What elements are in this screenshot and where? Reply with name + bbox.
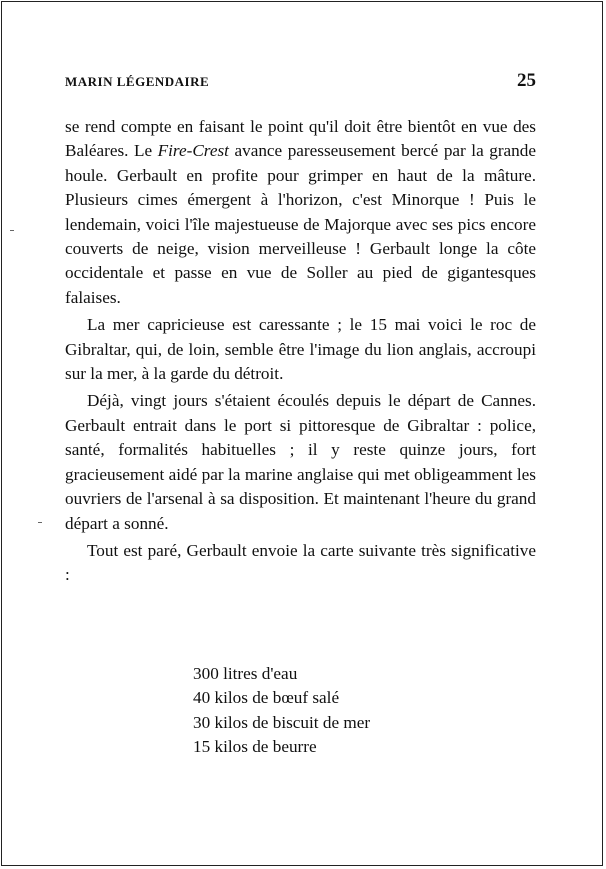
list-item: 30 kilos de biscuit de mer [193,712,371,732]
list-item: 300 litres d'eau [193,664,298,683]
supply-list [193,662,370,760]
scan-mark [38,522,42,523]
paragraph: Tout est paré, Gerbault envoie la carte suivante très significative : [65,540,536,585]
scan-mark [10,230,14,231]
page-number: 25 [517,70,536,91]
list-item: 40 kilos de bœuf salé [193,688,340,708]
paragraph: La mer capricieuse est caressante ; le 15 mai voici le roc de Gibraltar, qui, de loin, semble être l'image du lion anglais, accroupi sur la mer, à la garde du détroit. [65,315,536,384]
paragraph: Déjà, vingt jours s'étaient écoulés depuis le départ de Cannes. Gerbault entrait dans le port si pittoresque de Gibraltar : police, santé, formalités habituelles ; il y reste quinze jours, fort gracieusement aidé par la marine anglaise qui met obligeamment les ouvriers de l'arsenal à sa disposition. Et maintenant l'heure du grand départ a sonné. [65,391,536,533]
running-title: MARIN LÉGENDAIRE [65,74,210,89]
paragraph: se rend compte en faisant le point qu'il doit être bientôt en vue des Baléares. Le Fire-Crest avance paresseusement bercé par la grande houle. Gerbault en profite pour grimper en haut de la mâture. Plusieurs cimes émergent à l'horizon, c'est Minorque ! Puis le lendemain, voici l'île majestueuse de Majorque avec ses pics encore couverts de neige, vision merveilleuse ! Gerbault longe la côte occidentale et passe en vue de Soller au pied de gigantesques falaises. [65,117,536,307]
ship-name: Fire-Crest [157,141,229,161]
page-header [65,70,536,92]
body-text [65,115,536,588]
list-item: 15 kilos de beurre [193,737,317,757]
